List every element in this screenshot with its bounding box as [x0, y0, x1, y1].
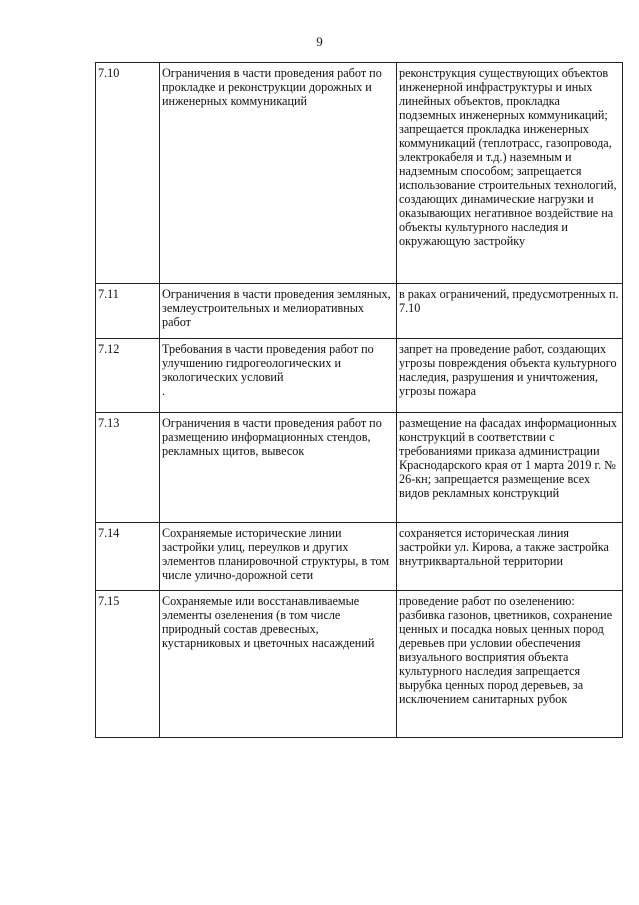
table-row: [96, 413, 623, 523]
row-requirement: в раках ограничений, предусмотренных п. 7.10: [397, 284, 623, 339]
row-number: 7.14: [96, 523, 160, 591]
regulations-table: [95, 62, 623, 738]
row-number: 7.12: [96, 339, 160, 413]
row-topic: Сохраняемые исторические линии застройки улиц, переулков и других элементов планировочной структуры, в том числе улично-дорожной сети: [160, 523, 397, 591]
row-number: 7.11: [96, 284, 160, 339]
row-requirement: сохраняется историческая линия застройки ул. Кирова, а также застройка внутриквартальной территории: [397, 523, 623, 591]
row-topic-cell: [160, 339, 397, 413]
row-number: 7.10: [96, 63, 160, 284]
row-topic: Ограничения в части проведения работ по размещению информационных стендов, рекламных щитов, вывесок: [160, 413, 397, 523]
row-requirement: размещение на фасадах информационных конструкций в соответствии с требованиями приказа администрации Краснодарского края от 1 марта 2019 г. № 26-кн; запрещается размещение всех видов рекламных конструкций: [397, 413, 623, 523]
row-topic: Сохраняемые или восстанавливаемые элементы озеленения (в том числе природный состав древесных, кустарниковых и цветочных насаждений: [160, 591, 397, 738]
table-row: [96, 339, 623, 413]
table-row: [96, 523, 623, 591]
table-row: [96, 284, 623, 339]
table-row: [96, 591, 623, 738]
row-requirement: проведение работ по озеленению: разбивка газонов, цветников, сохранение ценных и посадка новых ценных пород деревьев при условии обеспечения визуального восприятия объекта культурного наследия запрещается вырубка ценных пород деревьев, за исключением санитарных рубок: [397, 591, 623, 738]
page-number: 9: [316, 34, 323, 49]
row-requirement: запрет на проведение работ, создающих угрозы повреждения объекта культурного наследия, разрушения и уничтожения, угрозы пожара: [397, 339, 623, 413]
table-row: [96, 63, 623, 284]
row-topic: Ограничения в части проведения земляных, землеустроительных и мелиоративных работ: [160, 284, 397, 339]
row-topic-mark: .: [162, 384, 166, 398]
row-requirement: реконструкция существующих объектов инженерной инфраструктуры и иных линейных объектов, прокладка подземных инженерных коммуникаций; запрещается прокладка инженерных коммуникаций (теплотрасс, газопровода, электрокабеля и т.д.) наземным и надземным способом; запрещается использование строительных технологий, создающих динамические нагрузки и оказывающих негативное воздействие на объекты культурного наследия и окружающую застройку: [397, 63, 623, 284]
row-topic: Ограничения в части проведения работ по прокладке и реконструкции дорожных и инженерных коммуникаций: [160, 63, 397, 284]
row-number: 7.13: [96, 413, 160, 523]
row-number: 7.15: [96, 591, 160, 738]
row-topic: Требования в части проведения работ по улучшению гидрогеологических и экологических условий: [162, 342, 374, 384]
